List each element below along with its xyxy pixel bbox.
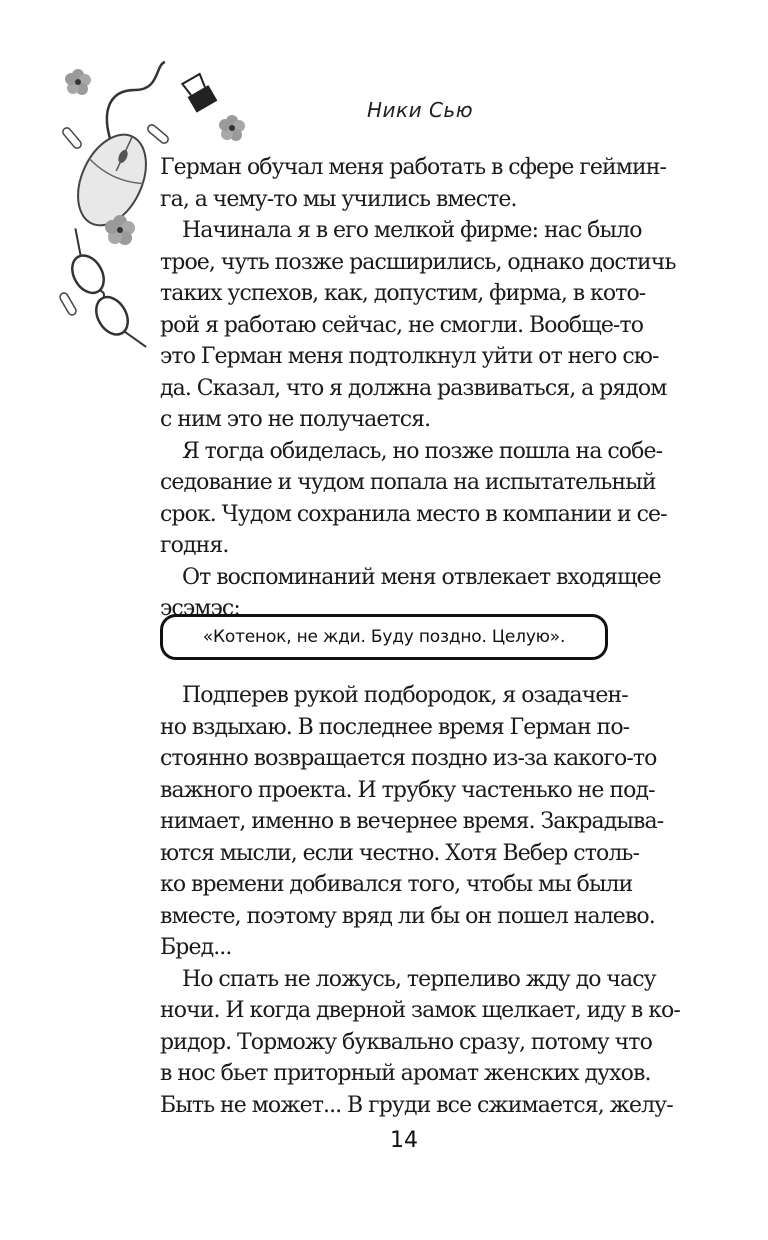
text-line: нимает, именно в вечернее время. Закрадыва- (160, 809, 664, 834)
text-line: с ним это не получается. (160, 407, 431, 432)
text-line: важного проекта. И трубку частенько не под- (160, 777, 655, 803)
body-text-bottom (160, 680, 680, 1121)
paragraph (160, 680, 672, 964)
paragraph (160, 215, 676, 436)
paperclip-icon (146, 123, 170, 145)
mouse-cable (107, 62, 165, 145)
text-line: га, а чему-то мы учились вместе. (160, 186, 517, 212)
text-line: Но спать не ложусь, терпеливо жду до часу (182, 966, 656, 992)
text-line: рой я работаю сейчас, не смогли. Вообще-то (160, 312, 644, 338)
binder-clip-icon (181, 73, 218, 113)
body-text-top (160, 152, 676, 625)
flower-icon (219, 115, 245, 141)
text-line: годня. (160, 533, 229, 558)
page-number: 14 (390, 1128, 418, 1153)
text-line: стоянно возвращается поздно из-за какого-то (160, 746, 657, 771)
text-line: ночи. И когда дверной замок щелкает, иду в ко- (160, 998, 680, 1023)
text-line: Начинала я в его мелкой фирме: нас было (182, 218, 642, 243)
text-line: трое, чуть позже расширились, однако достичь (160, 249, 676, 275)
text-line: ридор. Торможу буквально сразу, потому что (160, 1029, 652, 1055)
text-line: ко времени добивался того, чтобы мы были (160, 872, 633, 897)
text-line: Бред... (160, 935, 232, 960)
text-line: ются мысли, если честно. Хотя Вебер столь- (160, 840, 640, 866)
text-line: вместе, поэтому вряд ли бы он пошел налево. (160, 903, 655, 929)
paperclip-icon (61, 126, 83, 150)
text-line: это Герман меня подтолкнул уйти от него сю- (160, 344, 659, 369)
text-line: Подперев рукой подбородок, я озадачен- (182, 683, 628, 708)
paragraph (160, 964, 680, 1122)
flower-icon (65, 69, 91, 95)
paragraph (160, 152, 672, 215)
text-line: но вздыхаю. В последнее время Герман по- (160, 714, 630, 740)
text-line: Герман обучал меня работать в сфере геймин- (160, 155, 667, 180)
paragraph (160, 436, 672, 562)
sms-message-box (160, 614, 608, 660)
paperclip-icon (59, 292, 78, 317)
text-line: седование и чудом попала на испытательный (160, 470, 656, 495)
text-line: таких успехов, как, допустим, фирма, в кото- (160, 281, 646, 306)
text-line: эсэмэс: (160, 596, 240, 621)
text-line: срок. Чудом сохранила место в компании и се- (160, 501, 667, 527)
running-header-author: Ники Сью (366, 98, 474, 122)
text-line: Быть не может... В груди все сжимается, желу- (160, 1092, 673, 1118)
text-line: в нос бьет приторный аромат женских духов. (160, 1061, 651, 1086)
text-line: да. Сказал, что я должна развиваться, а рядом (160, 375, 667, 401)
text-line: Я тогда обиделась, но позже пошла на собе- (182, 438, 663, 464)
sms-message-text: «Котенок, не жди. Буду поздно. Целую». (202, 627, 566, 647)
text-line: От воспоминаний меня отвлекает входящее (182, 564, 661, 590)
